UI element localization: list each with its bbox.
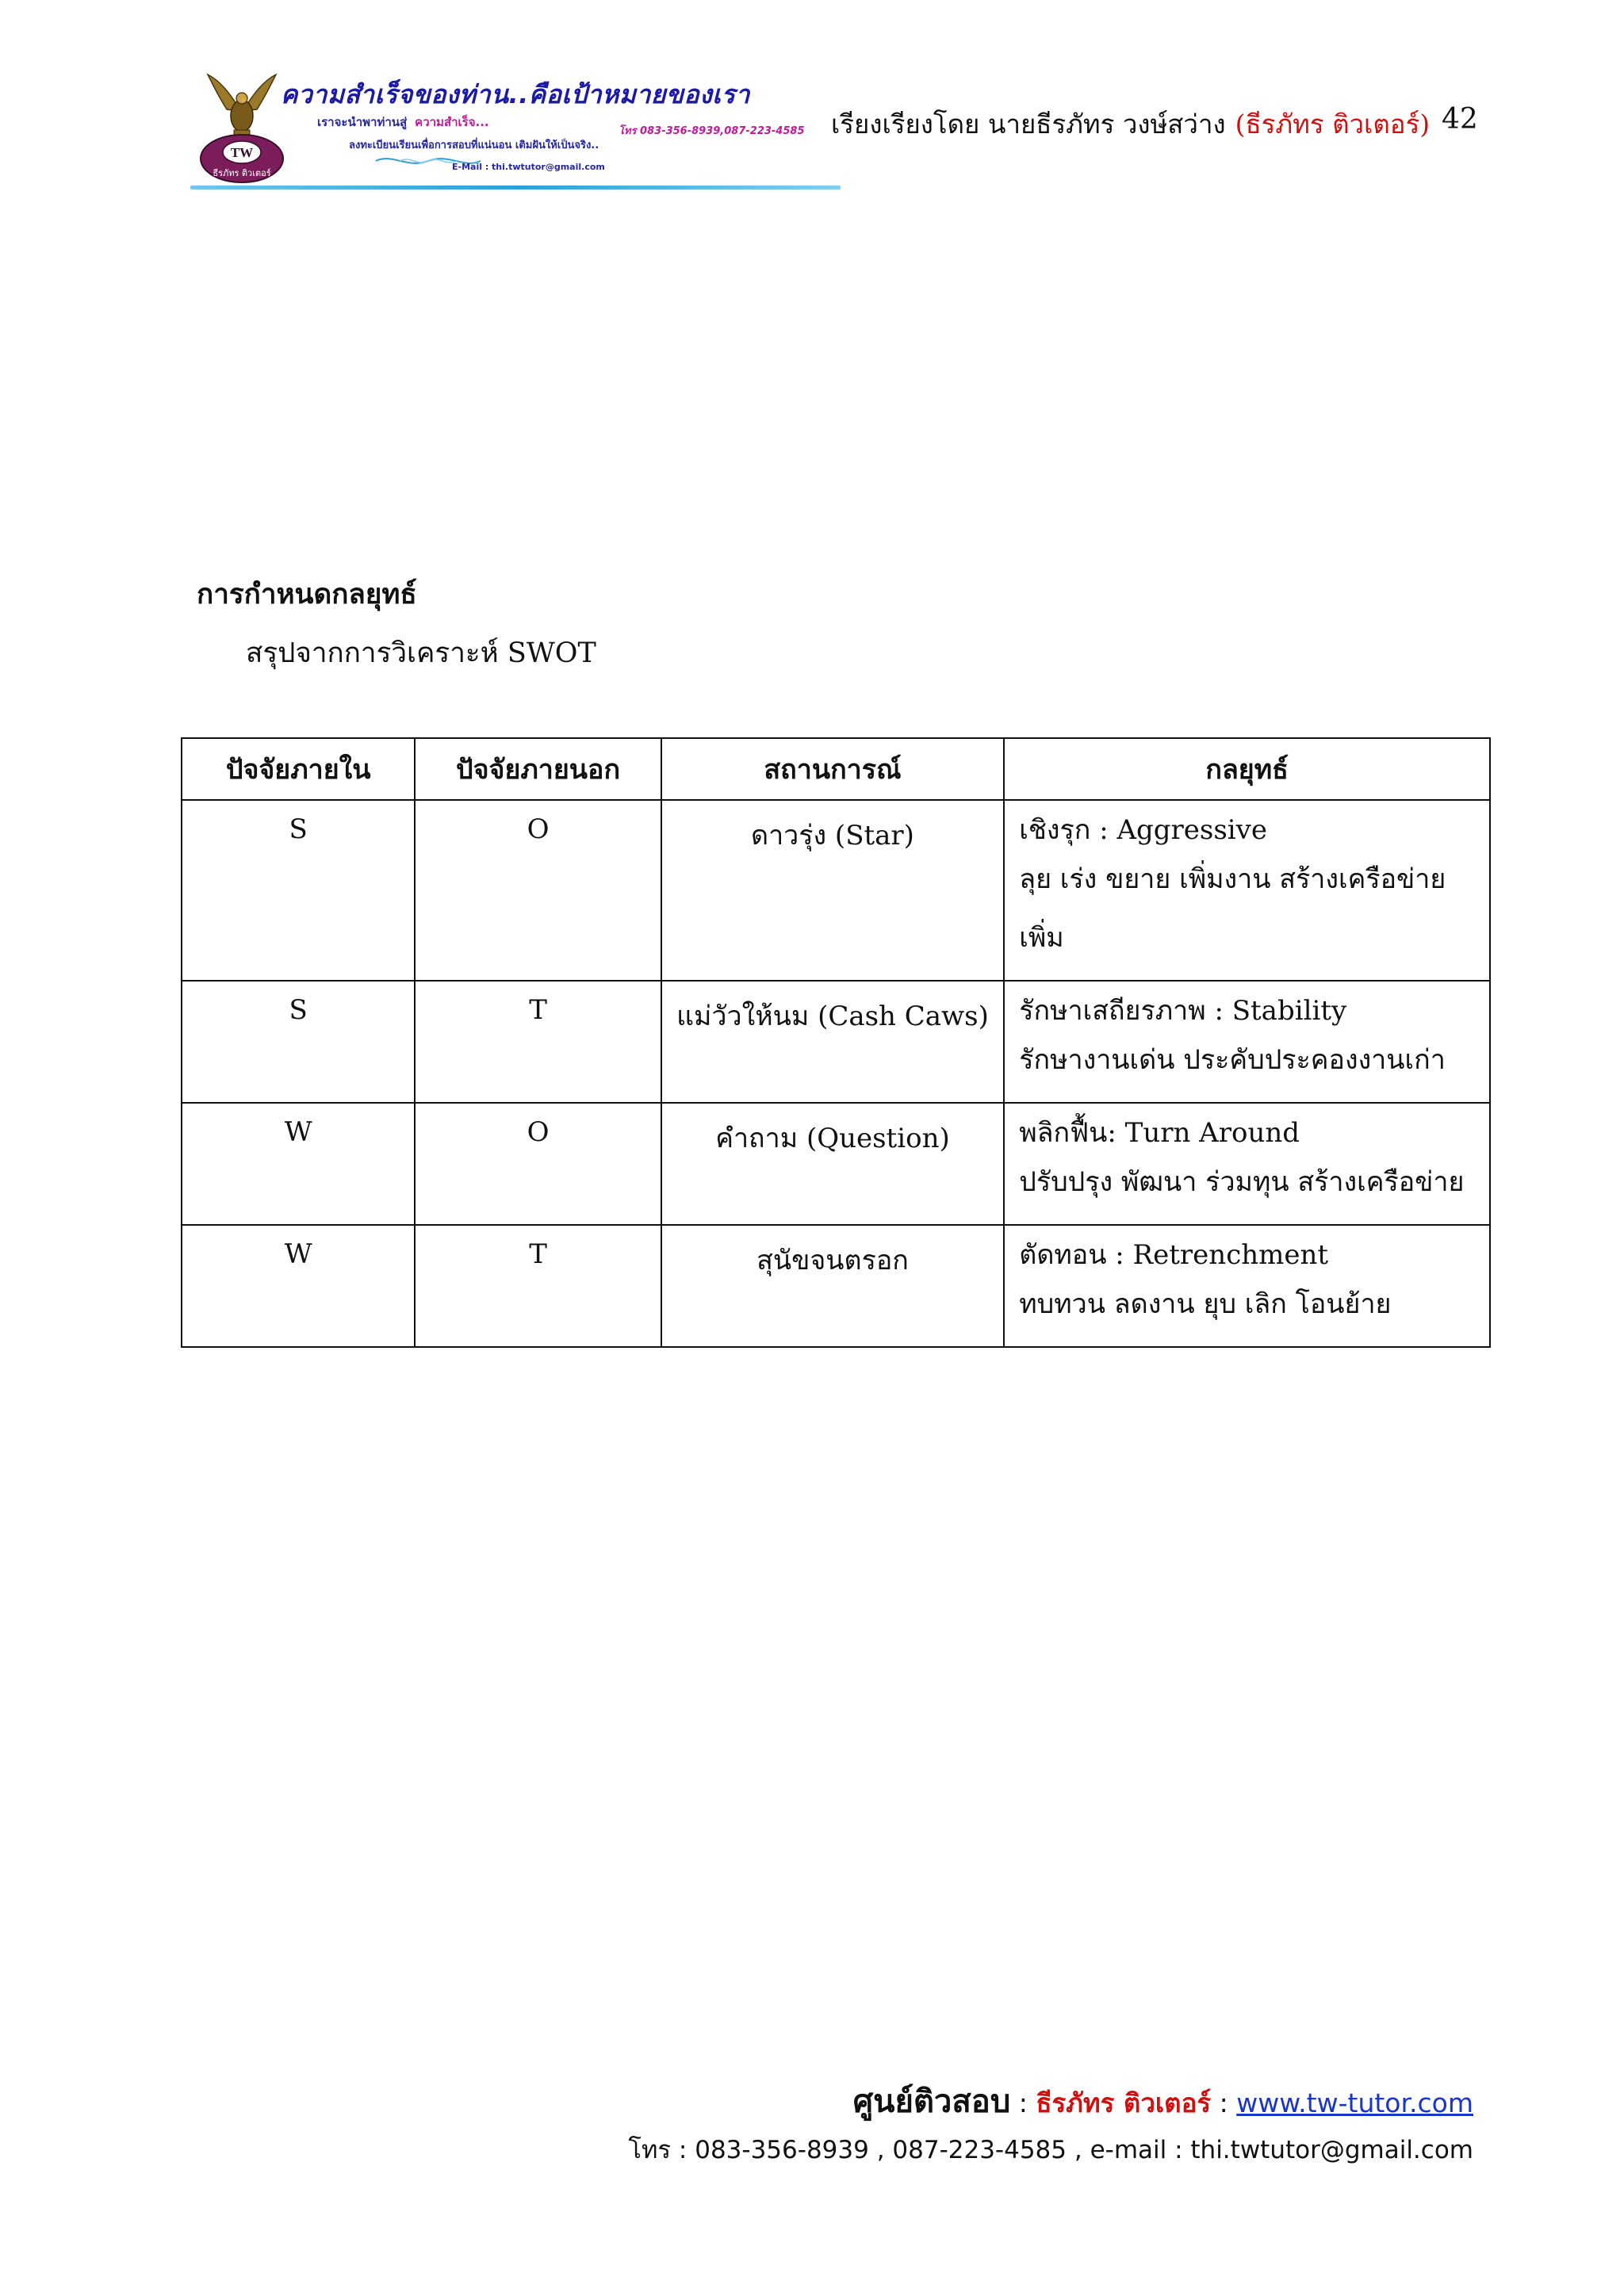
cell-internal: S xyxy=(182,981,415,1103)
banner-slogan: ความสำเร็จของท่าน..คือเป้าหมายของเรา xyxy=(281,79,750,109)
cell-internal: S xyxy=(182,800,415,981)
banner-tagline-text: เราจะนำพาท่านสู่ xyxy=(317,115,408,129)
footer-tutor-name: ธีรภัทร ติวเตอร์ xyxy=(1036,2087,1212,2118)
footer-center-name: ศูนย์ติวสอบ xyxy=(852,2084,1011,2120)
emblem-ribbon-text: ธีรภัทร ติวเตอร์ xyxy=(213,168,271,178)
cell-external: O xyxy=(415,800,661,981)
header-credit-author: เรียงเรียงโดย นายธีรภัทร วงษ์สว่าง xyxy=(831,109,1226,140)
cell-internal: W xyxy=(182,1103,415,1225)
strategy-detail: ลุย เร่ง ขยาย เพิ่มงาน สร้างเครือข่าย xyxy=(1019,863,1446,895)
banner-email: E-Mail : thi.twtutor@gmail.com xyxy=(452,162,605,172)
strategy-detail: เพิ่ม xyxy=(1019,922,1064,954)
cell-situation: ดาวรุ่ง (Star) xyxy=(661,800,1005,981)
strategy-detail: ทบทวน ลดงาน ยุบ เลิก โอนย้าย xyxy=(1019,1288,1392,1320)
swot-strategy-table xyxy=(181,737,1491,1348)
section-heading: การกำหนดกลยุทธ์ xyxy=(197,578,417,610)
cell-external: T xyxy=(415,981,661,1103)
header-internal-factor: ปัจจัยภายใน xyxy=(182,738,415,800)
header-external-factor: ปัจจัยภายนอก xyxy=(415,738,661,800)
cell-strategy xyxy=(1004,1103,1490,1225)
header-strategy: กลยุทธ์ xyxy=(1004,738,1490,800)
section-intro: สรุปจากการวิเคราะห์ SWOT xyxy=(246,637,596,669)
header-credit xyxy=(831,103,1430,145)
banner-subtitle: ลงทะเบียนเรียนเพื่อการสอบที่แน่นอน เติมฝันให้เป็นจริง.. xyxy=(349,140,599,151)
header-situation: สถานการณ์ xyxy=(661,738,1005,800)
cell-situation: สุนัขจนตรอก xyxy=(661,1225,1005,1347)
cell-situation: คำถาม (Question) xyxy=(661,1103,1005,1225)
footer-separator: : xyxy=(1211,2087,1237,2118)
strategy-title: เชิงรุก : Aggressive xyxy=(1019,814,1268,846)
header-credit-name: (ธีรภัทร ติวเตอร์) xyxy=(1235,109,1431,140)
strategy-title: พลิกฟื้น: Turn Around xyxy=(1019,1117,1300,1149)
cell-external: T xyxy=(415,1225,661,1347)
strategy-detail: รักษางานเด่น ประคับประคองงานเก่า xyxy=(1019,1044,1446,1076)
eagle-emblem-icon xyxy=(190,70,293,189)
footer-separator: : xyxy=(1010,2087,1036,2118)
banner-divider xyxy=(190,186,841,189)
cell-strategy xyxy=(1004,981,1490,1103)
table-row xyxy=(182,800,1490,981)
cell-internal: W xyxy=(182,1225,415,1347)
header-banner xyxy=(190,70,841,195)
banner-tagline xyxy=(317,113,489,132)
cell-strategy xyxy=(1004,800,1490,981)
footer-website-link[interactable]: www.tw-tutor.com xyxy=(1236,2087,1473,2118)
banner-phone: โทร 083-356-8939,087-223-4585 xyxy=(619,125,805,137)
emblem-text: TW xyxy=(230,145,254,160)
strategy-title: รักษาเสถียรภาพ : Stability xyxy=(1019,995,1347,1027)
cell-strategy xyxy=(1004,1225,1490,1347)
strategy-detail: ปรับปรุง พัฒนา ร่วมทุน สร้างเครือข่าย xyxy=(1019,1166,1465,1198)
strategy-title: ตัดทอน : Retrenchment xyxy=(1019,1239,1329,1271)
table-row xyxy=(182,1225,1490,1347)
table-row xyxy=(182,1103,1490,1225)
cell-situation: แม่วัวให้นม (Cash Caws) xyxy=(661,981,1005,1103)
cell-external: O xyxy=(415,1103,661,1225)
footer-brand xyxy=(853,2076,1473,2126)
page-number: 42 xyxy=(1442,103,1478,136)
table-row xyxy=(182,981,1490,1103)
banner-tagline-highlight: ความสำเร็จ... xyxy=(415,115,489,129)
table-header-row xyxy=(182,738,1490,800)
footer-contact: โทร : 083-356-8939 , 087-223-4585 , e-mail : thi.twtutor@gmail.com xyxy=(628,2136,1473,2164)
